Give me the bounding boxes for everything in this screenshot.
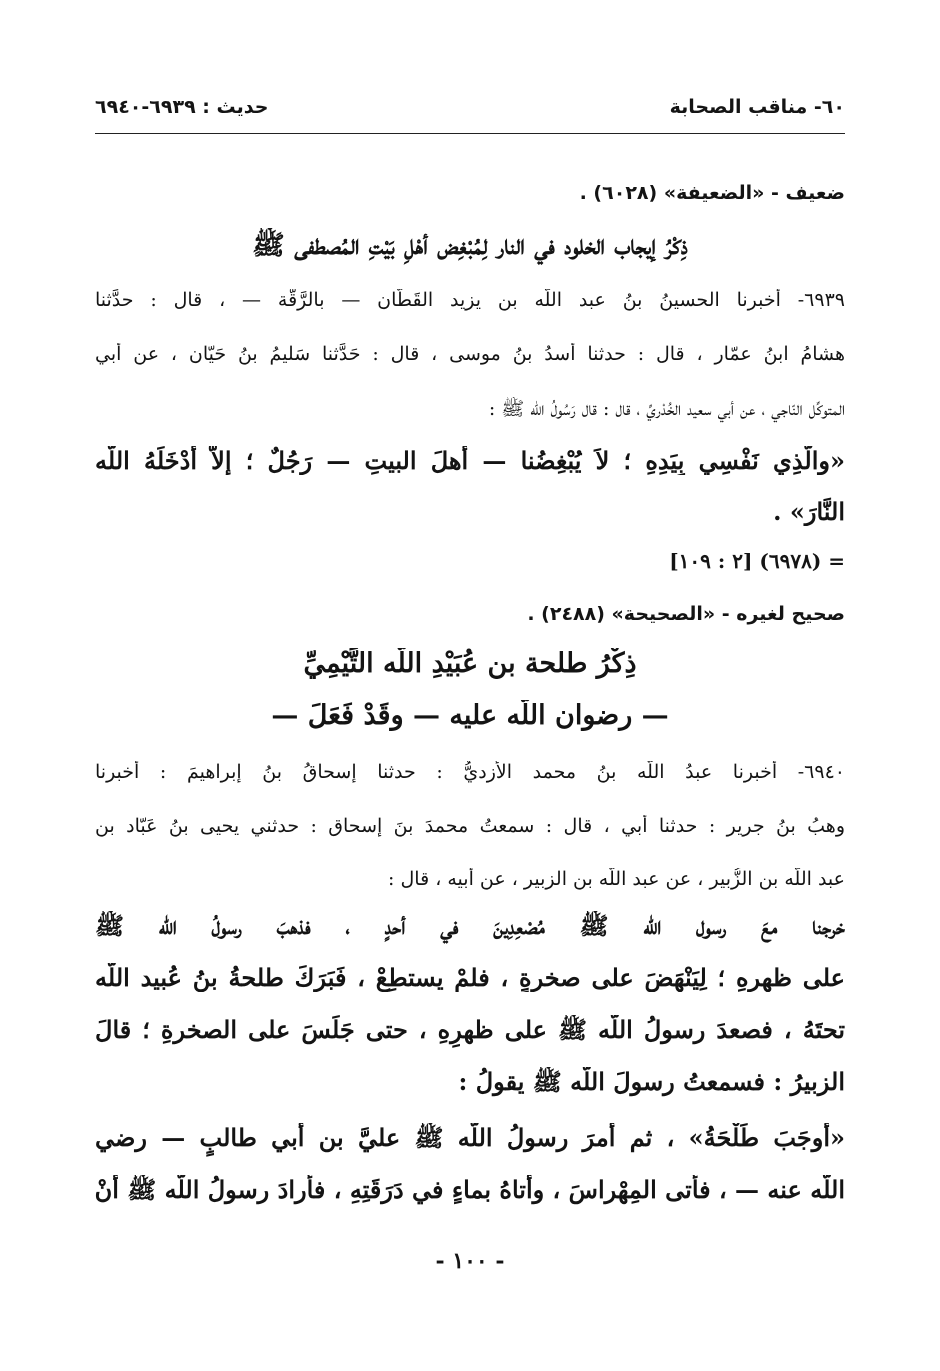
isnad-line: ٦٩٤٠- أخبرنا عبدُ اللّه بنُ محمد الأزديُّ : حدثنا إسحاقُ بنُ إبراهيمَ : أخبرنا	[95, 761, 845, 783]
section-subheading: — رضوان اللّه عليه — وقَدْ فَعَلَ —	[271, 700, 669, 731]
isnad-line: المتوكِّل النّاجي ، عن أبي سعيد الخُدْريِّ ، قال : قال رَسُولُ اللّه ﷺ :	[488, 398, 845, 420]
section-heading: ذِكْرُ طلحة بن عُبَيْدِ اللّه التَّيْمِيِّ	[303, 648, 637, 679]
matn-line: «والَّذِي نَفْسِي بِيَدِهِ ؛ لاَ يُبْغِضُنا — أهلَ البيتِ — رَجُلٌ ؛ إلاَّ أدْخَلَهُ اللّه	[95, 446, 845, 475]
header-rule	[95, 133, 845, 134]
page-number: - ١٠٠ -	[435, 1248, 505, 1274]
matn-line: خرجنا معَ رسول اللّه ﷺ مُصْعِدِينَ في أحدٍ ، فذهبَ رسولُ اللّه ﷺ	[95, 911, 845, 940]
hadith-range: حديث : ٦٩٣٩-٦٩٤٠	[95, 96, 269, 118]
isnad-line: عبد اللّه بن الزُّبير ، عن عبد اللّه بن الزبير ، عن أبيه ، قال :	[388, 868, 845, 890]
page-header	[95, 92, 845, 132]
matn-line: على ظهرِهِ ؛ لِيَنْهَضَ على صخرةٍ ، فلمْ يستطِعْ ، فَبَرَكَ طلحةُ بنُ عُبيد اللّه	[95, 963, 845, 992]
section-heading: ذِكْرُ إيجاب الخلود في النار لِمُبْغِض أهْلِ بَيْتِ المُصطفى ﷺ	[252, 230, 688, 261]
grading-line: صحيح لغيره - «الصحيحة» (٢٤٨٨) .	[527, 603, 845, 625]
cross-reference: = (٦٩٧٨) [٢ : ١٠٩]	[669, 549, 845, 573]
matn-line: «أَوجَبَ طَلْحَةُ» ، ثم أمرَ رسولُ اللّه ﷺ عليَّ بن أبي طالبٍ — رضي	[95, 1123, 845, 1152]
matn-line: اللّه عنه — ، فأتى المِهْراسَ ، وأتاهُ بماءٍ في دَرَقَتِهِ ، فأرادَ رسولُ اللّه ﷺ أنْ	[95, 1175, 845, 1204]
matn-line: الزبيرُ : فسمعتُ رسولَ اللّه ﷺ يقولُ :	[458, 1067, 845, 1096]
matn-line: تحتَهُ ، فصعدَ رسولُ اللّه ﷺ على ظهرِهِ ، حتى جَلَسَ على الصخرةِ ؛ قالَ	[95, 1015, 845, 1044]
grading-line: ضعيف - «الضعيفة» (٦٠٢٨) .	[579, 182, 845, 204]
isnad-line: ٦٩٣٩- أخبرنا الحسينُ بنُ عبد اللّه بن يزيد القَطّان — بالرَّقَّة — ، قال : حدَّثنا	[95, 289, 845, 311]
isnad-line: وهبُ بنُ جرير : حدثنا أبي ، قال : سمعتُ محمدَ بنَ إسحاق : حدثني يحيى بنُ عَبّاد بن	[95, 815, 845, 837]
chapter-title: ٦٠- مناقب الصحابة	[669, 96, 845, 118]
matn-line: النَّارَ» .	[773, 497, 845, 526]
isnad-line: هشامُ ابنُ عمّار ، قال : حدثنا أسدُ بنُ موسى ، قال : حَدَّثنا سَليمُ بنُ حَيّان ، عن أبي	[95, 343, 845, 365]
